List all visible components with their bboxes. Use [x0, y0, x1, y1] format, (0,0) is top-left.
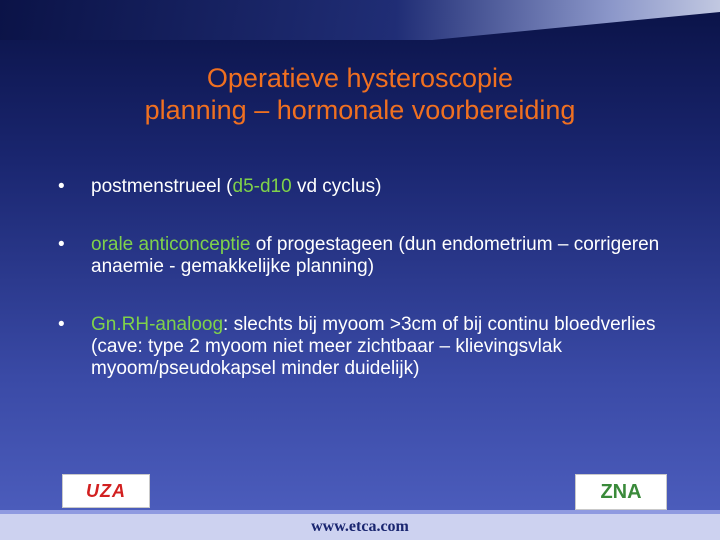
- title-line-2: planning – hormonale voorbereiding: [144, 95, 576, 125]
- bullet-item-1: [58, 176, 678, 198]
- zna-logo-text: ZNA: [600, 480, 642, 503]
- bullet-text-post: of progestageen (dun endometrium – corrigeren anaemie - gemakkelijke planning): [91, 234, 660, 277]
- bullet-text-post: : slechts bij myoom >3cm of bij continu bloedverlies (cave: type 2 myoom niet meer zichtbaar – klievingsvlak myoom/pseudokapsel minder duidelijk): [91, 314, 656, 379]
- bullet-highlight: orale anticonceptie: [91, 234, 251, 255]
- bullet-item-3: [58, 314, 678, 380]
- bullet-marker: •: [58, 176, 65, 197]
- bullet-highlight: Gn.RH-analoog: [91, 314, 224, 335]
- bullet-item-2: [58, 234, 678, 278]
- slide-title: [40, 62, 680, 126]
- bullet-marker: •: [58, 234, 65, 255]
- bullet-highlight: d5-d10: [232, 176, 292, 197]
- bullet-text-post: vd cyclus): [291, 176, 382, 197]
- uza-logo: [62, 474, 150, 508]
- top-decorative-band: [0, 0, 720, 40]
- bullet-list: [58, 176, 678, 380]
- bullet-text-pre: postmenstrueel (: [91, 176, 233, 197]
- uza-logo-text: UZA: [86, 480, 126, 501]
- zna-logo: [575, 474, 667, 510]
- title-line-1: Operatieve hysteroscopie: [206, 63, 514, 93]
- bullet-marker: •: [58, 314, 65, 335]
- footer-url[interactable]: www.etca.com: [311, 518, 409, 535]
